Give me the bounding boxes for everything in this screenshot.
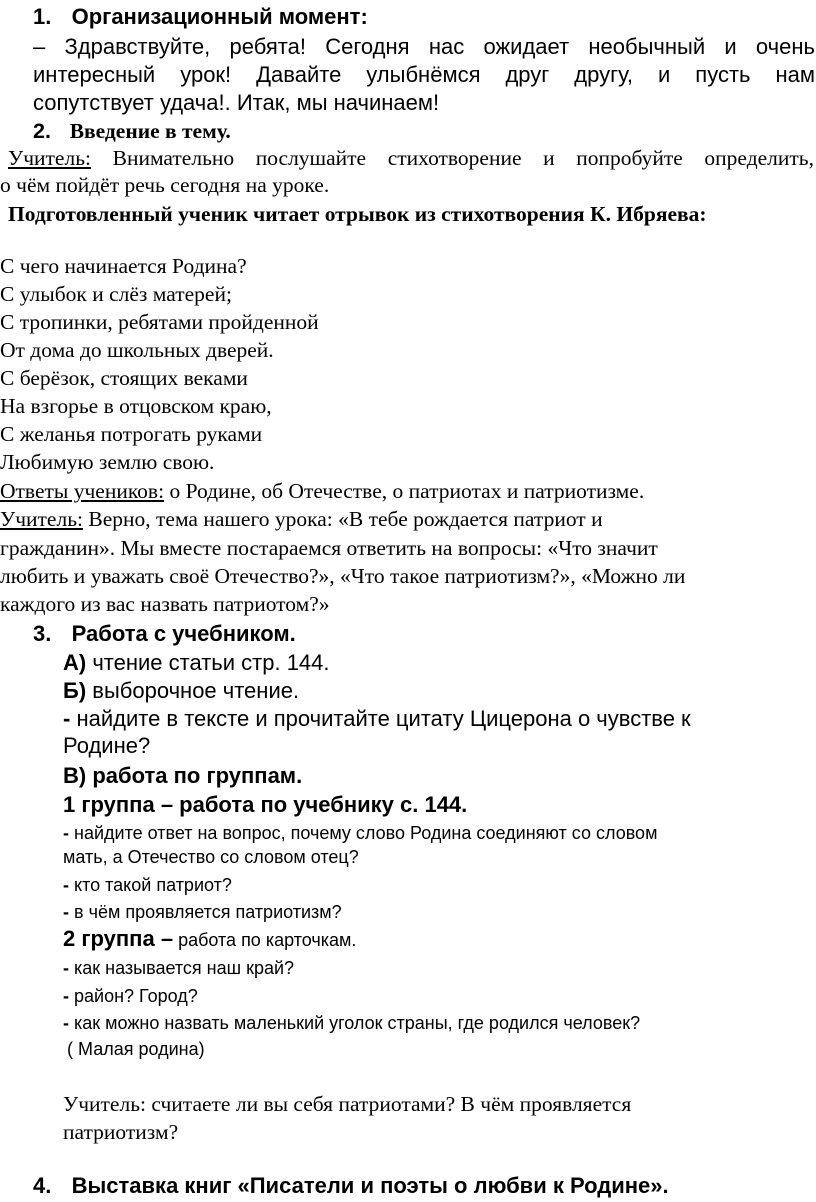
teacher-topic-line-2: гражданин». Мы вместе постараемся ответить на вопросы: «Что значит	[0, 536, 658, 560]
greeting-line-3: сопутствует удача!. Итак, мы начинаем!	[33, 90, 440, 115]
teacher-question-line-2: патриотизм?	[63, 1120, 179, 1144]
group-2-question: - район? Город?	[63, 986, 198, 1006]
student-answers: Ответы учеников: о Родине, об Отечестве, о патриотах и патриотизме.	[0, 479, 645, 503]
task-v-title: В) работа по группам.	[63, 763, 303, 788]
task-a: А) чтение статьи стр. 144.	[63, 650, 330, 675]
small-homeland-answer: ( Малая родина)	[67, 1039, 205, 1059]
greeting-line-2: интересный урок! Давайте улыбнёмся друг другу, и пусть нам	[33, 62, 815, 87]
teacher-topic-line-4: каждого из вас назвать патриотом?»	[0, 592, 330, 616]
section-4-title: Выставка книг «Писатели и поэты о любви к Родине».	[71, 1173, 669, 1198]
section-4-number: 4.	[33, 1173, 52, 1198]
answers-label: Ответы учеников:	[0, 479, 165, 503]
group-1-title: 1 группа – работа по учебнику с. 144.	[63, 792, 468, 817]
poem-line: Любимую землю свою.	[0, 450, 215, 474]
section-3-number: 3.	[33, 621, 52, 646]
section-2-title: Введение в тему.	[69, 119, 231, 143]
group-1-question: - найдите ответ на вопрос, почему слово Родина соединяют со словом	[63, 823, 658, 843]
group-1-question: - кто такой патриот?	[63, 875, 232, 895]
teacher-question-line-1: Учитель: считаете ли вы себя патриотами? В чём проявляется	[63, 1092, 632, 1116]
group-1-question: - в чём проявляется патриотизм?	[63, 902, 342, 922]
teacher-label: Учитель:	[0, 507, 83, 531]
teacher-topic-line-1: Учитель: Верно, тема нашего урока: «В тебе рождается патриот и	[0, 507, 603, 531]
group-2-question: - как можно назвать маленький уголок страны, где родился человек?	[63, 1013, 641, 1033]
section-4-heading	[33, 1173, 669, 1199]
poem-line: С берёзок, стоящих веками	[0, 366, 248, 390]
poem-line: От дома до школьных дверей.	[0, 338, 274, 362]
greeting-line-1: – Здравствуйте, ребята! Сегодня нас ожидает необычный и очень	[33, 34, 815, 59]
poem-line: На взгорье в отцовском краю,	[0, 394, 272, 418]
cicero-task-line-2: Родине?	[63, 733, 151, 758]
section-1-number: 1.	[33, 4, 52, 29]
section-1-heading	[33, 4, 368, 30]
poem-line: С желанья потрогать руками	[0, 422, 263, 446]
group-2-question: - как называется наш край?	[63, 958, 295, 978]
section-3-heading	[33, 621, 296, 647]
student-reading-intro: Подготовленный ученик читает отрывок из стихотворения К. Ибряева:	[8, 202, 707, 226]
teacher-instruction-line-1: Учитель: Внимательно послушайте стихотворение и попробуйте определить,	[8, 146, 814, 170]
task-b: Б) выборочное чтение.	[63, 678, 300, 703]
group-2-title: 2 группа – работа по карточкам.	[63, 926, 357, 951]
section-3-title: Работа с учебником.	[71, 621, 296, 646]
group-1-question-cont: мать, а Отечество со словом отец?	[63, 847, 359, 867]
section-2-number: 2.	[33, 119, 51, 143]
poem-line: С улыбок и слёз матерей;	[0, 282, 232, 306]
teacher-instruction-line-2: о чём пойдёт речь сегодня на уроке.	[0, 173, 330, 197]
teacher-label: Учитель:	[8, 146, 91, 170]
cicero-task-line-1: - найдите в тексте и прочитайте цитату Цицерона о чувстве к	[63, 706, 691, 731]
section-2-heading	[33, 118, 231, 144]
teacher-topic-line-3: любить и уважать своё Отечество?», «Что такое патриотизм?», «Можно ли	[0, 564, 686, 588]
section-1-title: Организационный момент:	[71, 4, 368, 29]
poem-line: С чего начинается Родина?	[0, 254, 247, 278]
poem-line: С тропинки, ребятами пройденной	[0, 310, 319, 334]
